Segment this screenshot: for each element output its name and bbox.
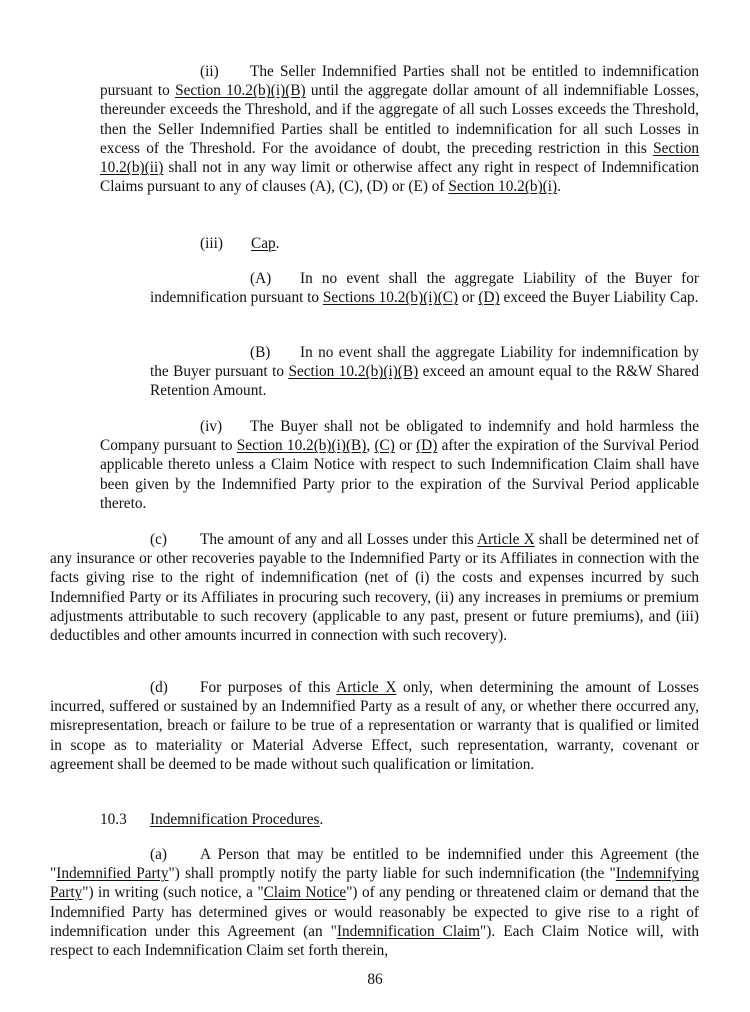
- cross-reference: Section 10.2(b)(i)(B): [236, 437, 367, 455]
- clause-label: (d): [150, 679, 168, 696]
- clause-10-2-d: (d) For purposes of this Article X only, when determining the amount of Losses incurred, suffered or sustained by an Indemnified Party as a result of any, or whether there occurred any, misrepresentation, breach or failure to be true of a representation or warranty that is qualified or limited in scope as to materiality or Material Adverse Effect, such representation, warranty, covenant or agreement shall be deemed to be made without such qualification or limitation.: [50, 679, 699, 773]
- clause-label: (iii): [200, 235, 223, 252]
- clause-label: (iv): [200, 418, 223, 435]
- cross-reference: Article X: [336, 679, 397, 696]
- clause-10-3-a: (a) A Person that may be entitled to be indemnified under this Agreement (the "Indemnified Party") shall promptly notify the party liable for such indemnification (the "Indemnifying Party") in writing (such notice, a "Claim Notice") of any pending or threatened claim or demand that the Indemnified Party has determined gives or would reasonably be expected to give rise to a right of indemnification under this Agreement (an "Indemnification Claim"). Each Claim Notice will, with respect to each Indemnification Claim set forth therein,: [50, 846, 699, 960]
- clause-10-2-c: (c) The amount of any and all Losses under this Article X shall be determined net of any insurance or other recoveries payable to the Indemnified Party or its Affiliates in connection with the facts giving rise to the right of indemnification (net of (i) the costs and expenses incurred by such Indemnified Party or its Affiliates in procuring such recovery, (ii) any increases in premiums or premium adjustments attributable to such recovery (applicable to any past, present or future premiums), and (iii) deductibles and other amounts incurred in connection with such recovery).: [50, 531, 700, 645]
- cross-reference: (C): [374, 437, 395, 455]
- clause-10-2-b-iii-heading: (iii) Cap.: [200, 235, 280, 252]
- section-10-3-heading: 10.3 Indemnification Procedures.: [100, 811, 324, 828]
- cross-reference: Section 10.2(b)(i): [448, 178, 558, 196]
- indemnification-procedures-heading: Indemnification Procedures: [150, 811, 320, 828]
- clause-label: (A): [250, 270, 272, 287]
- clause-label: (ii): [200, 63, 219, 80]
- cross-reference: Indemnification Claim: [336, 922, 481, 940]
- cross-reference: (D): [416, 437, 438, 455]
- cross-reference: Article X: [477, 531, 535, 548]
- cross-reference: Section 10.2(b)(i)(B): [288, 363, 419, 381]
- clause-10-2-b-iii-A: (A) In no event shall the aggregate Liability of the Buyer for indemnification pursuant to Sections 10.2(b)(i)(C) or (D) exceed the Buyer Liability Cap.: [150, 270, 699, 307]
- clause-label: (B): [250, 344, 271, 361]
- cross-reference: Sections 10.2(b)(i)(C): [322, 289, 459, 307]
- clause-10-2-b-iv: (iv) The Buyer shall not be obligated to indemnify and hold harmless the Company pursuant to Section 10.2(b)(i)(B), (C) or (D) after the expiration of the Survival Period applicable thereto unless a Claim Notice with respect to such Indemnification Claim shall have been given by the Indemnified Party prior to the expiration of the Survival Period applicable thereto.: [100, 418, 699, 512]
- page-number: 86: [367, 971, 383, 988]
- cap-heading: Cap: [251, 235, 276, 252]
- clause-10-2-b-iii-B: (B) In no event shall the aggregate Liability for indemnification by the Buyer pursuant to Section 10.2(b)(i)(B) exceed an amount equal to the R&W Shared Retention Amount.: [150, 344, 699, 400]
- cross-reference: Indemnifying Party: [50, 865, 699, 902]
- section-number: 10.3: [100, 811, 127, 828]
- cross-reference: Claim Notice: [263, 884, 347, 902]
- cross-reference: Indemnified Party: [56, 865, 169, 883]
- clause-10-2-b-ii: (ii) The Seller Indemnified Parties shall not be entitled to indemnification pursuant to Section 10.2(b)(i)(B) until the aggregate dollar amount of all indemnifiable Losses, thereunder exceeds the Threshold, and if the aggregate of all such Losses exceeds the Threshold, then the Seller Indemnified Parties shall be entitled to indemnification for all such Losses in excess of the Threshold. For the avoidance of doubt, the preceding restriction in this Section 10.2(b)(ii) shall not in any way limit or otherwise affect any right in respect of Indemnification Claims pursuant to any of clauses (A), (C), (D) or (E) of Section 10.2(b)(i).: [100, 63, 699, 196]
- cross-reference: Section 10.2(b)(ii): [100, 139, 699, 177]
- clause-label: (c): [150, 531, 167, 548]
- cross-reference: Section 10.2(b)(i)(B): [175, 82, 306, 100]
- cross-reference: (D): [478, 289, 500, 307]
- clause-label: (a): [150, 846, 167, 863]
